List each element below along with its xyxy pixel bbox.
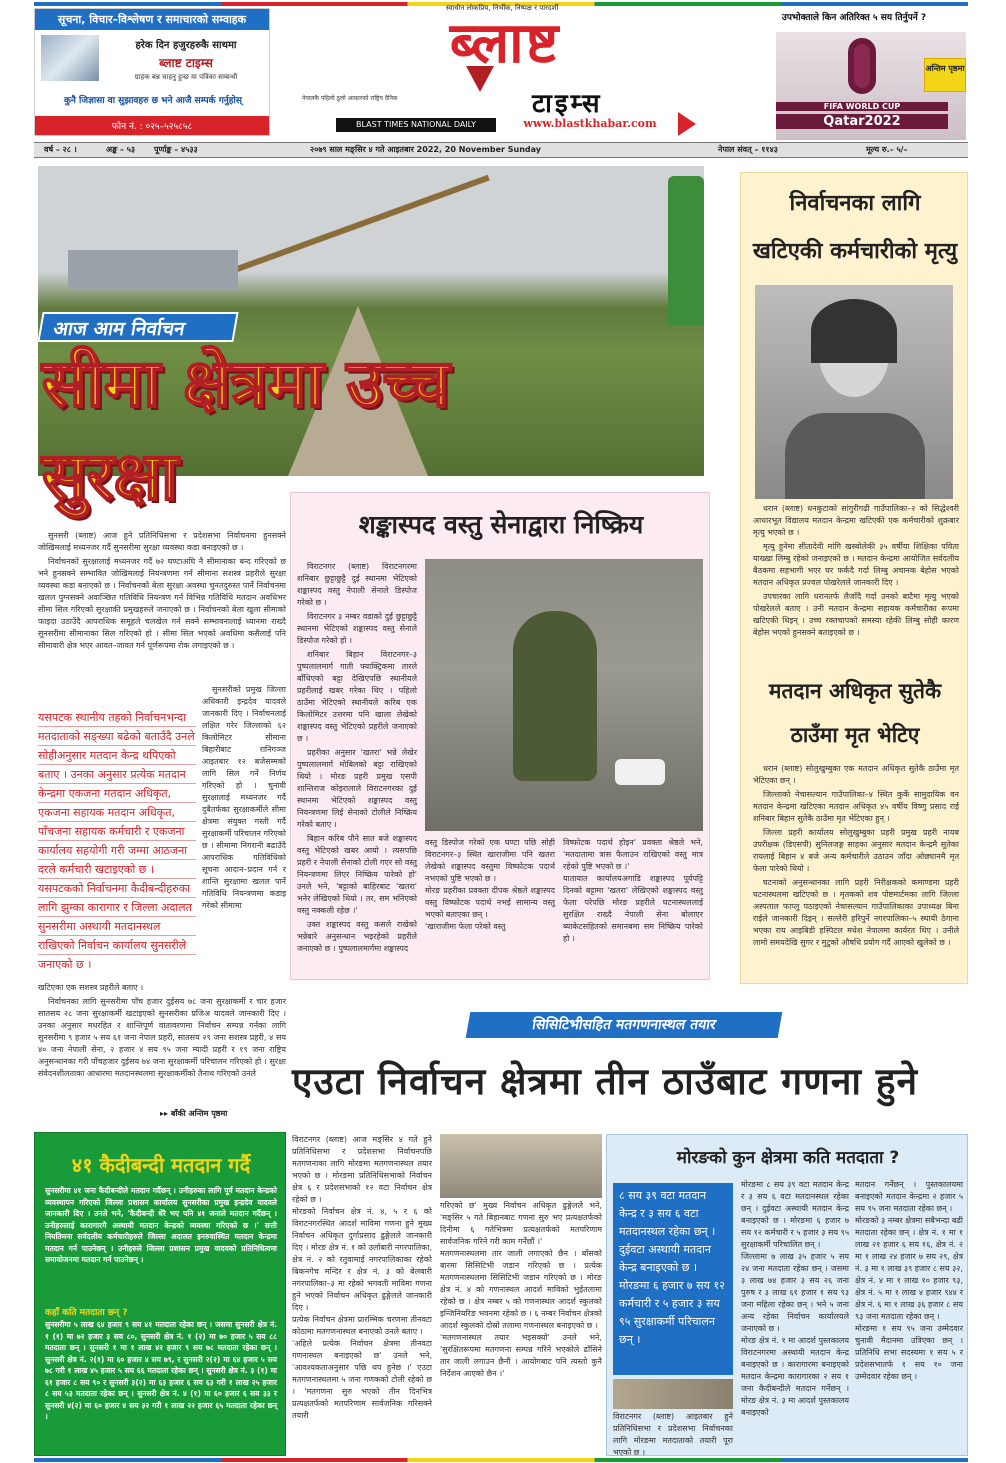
worldcup-teaser[interactable] xyxy=(740,10,968,140)
issue-total: पूर्णाङ्क – ४५३३ xyxy=(154,145,198,154)
officer-body xyxy=(753,763,959,977)
voters-col-a: मोरङमा ८ सय ३९ वटा मतदान केन्द्र र ३ सय ६ वटा मतदानस्थल रहेका छन् । दुईवटा अस्थायी मतदान केन्द्र बनाइएको छ । मोरङमा ६ हजार ७ सय १२ कर्मचारी र ५ हजार ३ सय ९५ सुरक्षाकर्मी परिचालित छन् । जिल्लामा ७ लाख ३५ हजार ५ सय २४ जना मतदाता रहेका छन् । जसमा ३ लाख ७४ हजार ३ सय २६ जना पुरुष र ३ लाख ६१ हजार १ सय ९३ जना महिला रहेका छन् । भने ५ जना अन्य रहेका निर्वाचन कार्यालयले जनाएको छ । मोरङ क्षेत्र नं. १ मा आदर्श पुस्तकालय विराटनगरमा अस्थायी मतदान केन्द्र बनाइएको छ । कारागारमा बनाइएको मतदान केन्द्रमा कारागारका २ सय १ जना कैदीबन्दीले मतदान गर्नेछन् । मोरङ क्षेत्र नं. ३ मा आदर्श पुस्तकालय बनाइएको xyxy=(741,1180,849,1417)
bomb-p3: शनिबार बिहान विराटनगर–३ पुष्पलालमार्ग गाती फ्याक्ट्रिकमा तारले बाँधिएको बट्टा देखिएपछि स्थानीयले प्रहरीलाई खबर गरेका थिए । पहिलो ठाउँमा भेटिएको स्थानीयले करिब एक किलोमिटर उत्तरमा पनि खाला लेखेको शङ्कास्पद वस्तु भेटिएको प्रहरीले जनाएको छ । xyxy=(297,650,417,743)
prisoners-subhead: कहाँ कति मतदाता छन् ? xyxy=(45,1308,128,1318)
teaser-question: उपभोक्ताले किन अतिरिक्त ५ सय तिर्नुपर्ने ? xyxy=(781,13,927,23)
lead-continued-label: बाँकी अन्तिम पृष्ठमा xyxy=(170,1109,228,1118)
ad-line-2: हरेक दिन हजुरहरुकै साथमा xyxy=(135,40,237,51)
bottom-color-strip xyxy=(34,1458,968,1462)
bomb-p4: प्रहरीका अनुसार 'खतरा' भन्ने लेखेर पुष्पलालमार्ग मोबिलको बट्टा राखिएको थियो । मोरङ प्रहरी प्रमुख एसपी शान्तिराज कोइरालाले विराटनगरका दुई स्थानमा भेटिएको शङ्कास्पद वस्तु नियन्त्रणमा लिई सेनाको टोलीले निष्क्रिय गरेको बताए । xyxy=(297,748,417,829)
bomb-p6: उक्त शङ्कास्पद वस्तु कसले राखेको भन्नेबारे अनुसन्धान भइरहेको प्रहरीले जनाएको छ । पुष्पलालमार्गमा शङ्कास्पद xyxy=(297,920,417,953)
bomb-suit-figure xyxy=(513,611,597,781)
worldcup-logo-line1: FIFA WORLD CUP xyxy=(776,102,948,111)
officer-p2: जिल्लाको नेचासल्यान गाउँपालिका–४ स्थित कुर्के सामुदायिक वन मतदान केन्द्रमा खटिएका मतदान अधिकृत ४५ वर्षीय विष्णु प्रसाद राई शनिबार बिहान सुतेकै ठाउँमा मृत भेटिएका हुन् । xyxy=(753,790,959,823)
counting-photo xyxy=(440,1134,602,1198)
bomb-photo xyxy=(425,559,703,831)
masthead-logo: ब्लाष्ट xyxy=(449,10,561,76)
ad-line-4: ग्राहक बन्न चाहनु हुन्छ या पत्रिका सम्बन्धी xyxy=(134,73,238,81)
daily-label: BLAST TIMES NATIONAL DAILY xyxy=(336,118,496,132)
bomb-col-2: वस्तु डिस्पोज गरेको एक घण्टा पछि सोही विराटनगर–३ स्थित खाराजीमा पनि खतरा लेखेको शङ्कास्पद वस्तुमा विष्फोटक पदार्थ नभएको पुष्टि भएको छ । मोरङ प्रहरीका प्रवक्ता दीपक श्रेष्ठले शङ्कास्पद वस्तु विष्फोटक पदार्थ नभई सामान्य वस्तु भएको बताएका छन् । 'खाराजीमा फेला परेको वस्तु xyxy=(425,838,555,931)
voters-title: मोरङको कुन क्षेत्रमा कति मतदाता ? xyxy=(676,1148,900,1168)
officer-p3: जिल्ला प्रहरी कार्यालय सोलुखुम्बुका प्रहरी प्रमुख प्रहरी नायब उपरीक्षक (डिएसपी) सुनिलजङ्ग साहका अनुसार मतदान केन्द्रमै सुतेका रायलाई बिहान ४ बजे अन्य कर्मचारीले उठाउन जाँदा ओछ्यानमै मृत फेला पारेको थियो । xyxy=(753,828,959,873)
distant-buildings xyxy=(68,250,238,290)
masthead xyxy=(282,4,722,138)
bomb-story xyxy=(290,492,710,980)
staff-portrait xyxy=(755,285,953,499)
bomb-p1: विराटनगर (ब्लाष्ट) विराटनगरमा शनिबार छुट्टाछुट्टै दुई स्थानमा भेटिएको शङ्कास्पद वस्तु नेपाली सेनाले डिस्पोज गरेको छ । xyxy=(297,562,417,607)
lead-body-intro xyxy=(38,530,286,680)
voters-photo xyxy=(613,1379,733,1409)
lead-paragraph-2: निर्वाचनको सुरक्षालाई मध्यनजर गर्दै ७२ घण्टाअघि नै सीमानाका बन्द गरिएको छ भने हुनसक्ने सम्भावित जोखिमलाई नियन्त्रणमा गर्न सीमाना सशस्त्र प्रहरीले सुरक्षा व्यवस्था कडा बनाएको छ । निर्वाचनको बेला सुरक्षा अवस्था चुनतदुरुस्त पार्ने निर्वाचनमा खलल पुग्नसक्ने अवाञ्छित गतिविधि नियन्त्रण गर्न विभिन्न गतिविधि मतदान अवधिभर सीमा सिल गरिएको सुरक्षाकी प्रमुखहरुले जनाएको छ । निर्वाचनको बेला खुला सीमाको फाइदा उठाउँदै आपराधिक समूहले चलखेल गर्न सक्ने सम्भावनालाई ध्यानमा राख्दै सुनसरीमा सीमानाका सिल गरिएको हो । सीमा सिल भएको अवधिमा कसैलाई पनि सीमावारी क्षेत्र भएर आवत–जावत गर्न पूर्णरूपमा रोक लगाइएको छ । xyxy=(38,557,286,650)
counting-kicker: सिसिटिभीसहित मतगणनास्थल तयार xyxy=(466,1012,783,1038)
website-link[interactable]: www.blastkhabar.com xyxy=(523,117,657,130)
bomb-col-3: विष्फोटक पदार्थ होइन' प्रवक्ता श्रेष्ठले भने, 'मतदातामा त्रास फैलाउन राखिएको वस्तु मात्र रहेको पुष्टि भएको छ ।' यातायात कार्यालयअगाडि शङ्कास्पद पूर्वपट्टि दिनको बट्टामा 'खतरा' लेखिएको शङ्कास्पद वस्तु फेला परेपछि मोरङ प्रहरीले घटनास्थललाई सुरक्षित राख्दै नेपाली सेना बोलाएर ब्याकेटसहितको समानबमा सम निष्क्रिय पारेको हो । xyxy=(563,838,703,943)
counting-col-1: विराटनगर (ब्लाष्ट) आज मङ्सिर ४ गते हुने प्रतिनिधिसभा र प्रदेशसभा निर्वाचनपछि मतगणनाका लागि मोरङमा मतगणनास्थल तयार भएको छ । मोरङमा प्रतिनिधिसभाको निर्वाचन क्षेत्र ६ र प्रदेशसभाको १२ वटा निर्वाचन क्षेत्र रहेको छ । मोरङको निर्वाचन क्षेत्र नं. ४, ५ र ६ को विराटनगरस्थित आदर्श माविमा गणना हुने मुख्य निर्वाचन अधिकृत दुर्गाप्रसाद ढुङ्गेलले जानकारी दिए । मोरङ क्षेत्र नं. १ को उर्लाबारी नगरपालिका, क्षेत्र नं. २ को रतुवामाई नगरपालिकाका रहेको बिकनगेच मन्दिर र क्षेत्र नं. ३ को बेलबारी नगरपालिका–३ मा रहेको भगवती माविमा गणना हुने भएको निर्वाचन अधिकृत ढुङ्गेलले जानकारी दिए । प्रत्येक निर्वाचन क्षेत्रमा प्रारम्भिक चरणमा तीनवटा कोठामा मतगणनास्थल बनाएको उनले बताए । 'अहिले प्रत्येक निर्वाचन क्षेत्रमा तीनवटा गणनास्थल बनाइएको छ' उनले भने, 'आवश्यकताअनुसार पछि थप हुनेछ ।' एउटा मतगणनास्थलमा ५ जना गणकको टोली रहेको छ । 'मतगणना सुरु भएको तीन दिनभित्र प्रत्यक्षतर्फको मतपरिणाम सार्वजनिक गरिसक्ने तयारी xyxy=(292,1135,432,1420)
bomb-p5: बिहान करिब पौने सात बजे शङ्कास्पद वस्तु भेटिएको खबर आयो । त्यसपछि प्रहरी र नेपाली सेनाको टोली गएर सो वस्तु नियन्त्रणमा लिएर निष्क्रिय पारेको हो' उनले भने, 'बट्टाको बाहिरबाट 'खतरा' भनेर लेखिएको थियो । तर, सम भनिएको वस्तु नक्कली रहेछ ।' xyxy=(297,834,417,915)
ad-line-5: कुनै जिज्ञासा वा सुझावहरु छ भने आजै सम्पर्क गर्नुहोस् xyxy=(64,96,242,106)
staff-death-p1: धरान (ब्लाष्ट) धनकुटाको सांगुरीगढी गाउँपालिका–२ को सिद्धेश्वरी आधारभूत विद्यालय मतदान केन्द्रमा खटिएकी एक कर्मचारीको शुक्रबार मृत्यु भएको छ । xyxy=(753,504,959,537)
prisoners-body: सुनसरीमा ४१ जना कैदीबन्दीले मतदान गर्दैछन् । उनीहरुका लागि पूर्व मतदान केन्द्रको व्यवस्थापन गरिएको जिल्ला प्रशासन कार्यालय सुनसरीका प्रमुख इन्द्रदेव यादवले जानकारी दिए । उनले भने, 'कैदीबन्दी धेरै भए पनि ४१ जनाले मतदान गर्दैछन् । उनीहरुलाई कारागारमै अस्थायी मतदान केन्द्रको व्यवस्था गरिएको छ ।' सत्ती नियतिमना सर्वदलीय कर्मचारीहरुले जिल्ला अदालत इनरुवास्थित मतदान केन्द्रमा मतदान गर्न पाउनेछन् । उनीहरुले जिल्ला प्रशासन प्रमुख यादवको प्रतिनिधित्वमा समायोजनमा मतदान गर्न पाउनेछन् । xyxy=(45,1186,277,1264)
officer-p4: घटनाको अनुसन्धानका लागि प्रहरी निरीक्षकको कमाण्डमा प्रहरी घटनास्थलमा खटिएको छ । मृतकको शव पोष्टमार्टमका लागि जिल्ला अस्पताल फाप्लु पठाइएको नेचासल्यान गाउँपालिकाका उपाध्यक्ष बिना राईले जानकारी दिइन् । सल्लेरी हरिपुर्ने नगरपालिका–५ स्थायी ठेगाना भएका राय आइबिडी हस्पिटल मधेश नेपालमा कार्यरत थिए । उनीले लामो समयदेखि सुगर र मुटुको औषधि प्रयोग गर्दै आएको खुलेको छ । xyxy=(753,878,959,947)
ad-photo-strip xyxy=(41,35,99,81)
lead-pull-quote: यसपटक स्थानीय तहको निर्वाचनभन्दा मतदाताको सङ्ख्या बढेको बताउँदै उनले सोहीअनुसार मतदान केन्द्र थपिएको बताए । उनका अनुसार प्रत्येक मतदान केन्द्रमा एकजना मतदान अधिकृत, एकजना सहायक मतदान अधिकृत, पाँचजना सहायक कर्मचारी र एकजना कार्यालय सहयोगी गरी जम्मा आठजना दरले कर्मचारी खटाइएको छ । यसपटकको निर्वाचनमा कैदीबन्दीहरुका लागि झुम्का कारागार र जिल्ला अदालत सुनसरीमा अस्थायी मतदानस्थल राखिएको निर्वाचन कार्यालय सुनसरीले जनाएको छ । xyxy=(38,708,196,958)
counting-col-2: गरिएको छ' मुख्य निर्वाचन अधिकृत ढुङ्गेलले भने, 'मङ्सिर ५ गते बिहानबाट गणना सुरु भए प्रत्यक्षतर्फको दिनीमा ६ गतेभित्रमा प्रत्यक्षतर्फको मतपरिणाम सार्वजनिक गरिने गरी काम गर्नेछौं ।' मतगणनास्थलमा तार जाली लगाएको छैन । बाँसको बारमा सिसिटिभी जडान गरिएको छ । प्रत्येक मतगणनास्थलमा सिसिटिभी जडान गरिएको छ । मोरङ क्षेत्र नं. ४ को गणनास्थल आदर्श माविको भुईतलामा रहेको छ । क्षेत्र नम्बर ५ को गणनास्थल आदर्श स्कुलको इन्जिनियरिङ भवनमा रहेको छ । ६ नम्बर निर्वाचन क्षेत्रको आदर्श स्कुलको दोस्रो तलामा गणनास्थल बनाइएको छ । 'मतगणनास्थल तयार भइसक्यो' उनले भने, 'सुरक्षितरूपमा मतगणना सम्पन्न गरिने भएकोले ढाँसिने तार जाली लगाउन छैनौं । आयोगबाट पनि त्यस्तो कुनै निर्देशन आएको छैन ।' xyxy=(440,1201,602,1378)
bomb-object xyxy=(615,759,665,785)
tagline: स्वाधीन लोकप्रिय, निर्भीक, निष्पक्ष र पारदर्शी xyxy=(445,4,559,12)
portrait-body xyxy=(785,413,925,499)
worldcup-trophy-icon xyxy=(848,38,876,94)
ad-headline: सूचना, विचार–विश्लेषण र समाचारको सम्वाहक xyxy=(35,9,269,30)
lead-body-bottom xyxy=(38,982,286,1098)
staff-death-headline-1: निर्वाचनका लागि xyxy=(789,191,921,216)
officer-p1: धरान (ब्लाष्ट) सोलुखुम्बुका एक मतदान अधिकृत सुतेकै ठाउँमा मृत भेटिएका छन् । xyxy=(753,764,959,785)
logo-pen-nib-icon xyxy=(466,66,494,92)
issue-date: २०७९ साल मङ्सिर ४ गते आइतबार 2022, 20 November Sunday xyxy=(310,145,541,154)
bomb-headline: शङ्कास्पद वस्तु सेनाद्वारा निष्क्रिय xyxy=(358,510,644,539)
prisoners-figures: सुनसरीमा ५ लाख ६४ हजार ९ सय ४१ मतदाता रहेका छन् । जसमा सुनसरी क्षेत्र नं. १ (१) मा ७२ हजार ३ सय ८०, सुनसरी क्षेत्र नं. १ (२) मा ७० हजार ५ सय ८८ मतदाता छन् । सुनसरी १ मा १ लाख ४२ हजार ९ सय ७८ मतदाता रहेका छन् । सुनसरी क्षेत्र नं. २(१) मा ६० हजार ४ सय ७९, र सुनसरी २(२) मा ६४ हजार ५ सय ७८ गरी १ लाख ४५ हजार ५ सय ६६ मतदाता रहेका छन् । सुनसरी क्षेत्र नं. ३ (१) मा ६१ हजार ८ सय ९० र सुनसरी ३(२) मा ६३ हजार ६ सय ६३ गरी १ लाख २५ हजार ८ सय ५३ मतदाता रहेका छन् । सुनसरी क्षेत्र नं. ४ (१) मा ६० हजार ६ सय ३३ र सुनसरी ४(२) मा ६० हजार ४ सय ३२ गरी १ लाख २२ हजार ६५ मतदाता रहेका छन् । xyxy=(45,1320,277,1421)
ad-phone: फोन नं. : ०२५–५२५८५८ xyxy=(35,116,269,135)
staff-death-headline-2: खटिएकी कर्मचारीको मृत्यु xyxy=(752,239,958,264)
voters-photo-caption: विराटनगर (ब्लाष्ट) आइतबार हुने प्रतिनिधिसभा र प्रदेशसभा निर्वाचनका लागि मोरङमा मतदाताको तयारी पूरा भएको छ । xyxy=(613,1412,733,1457)
masthead-red-arrow xyxy=(678,112,696,136)
lead-continued: ▸▸ बाँकी अन्तिम पृष्ठमा xyxy=(160,1109,228,1118)
counting-headline: एउटा निर्वाचन क्षेत्रमा तीन ठाउँबाट गणना हुने xyxy=(292,1060,919,1103)
portrait-hair xyxy=(811,299,897,363)
prisoners-box xyxy=(34,1132,286,1456)
officer-headline-1: मतदान अधिकृत सुतेकै xyxy=(768,679,942,703)
worldcup-logo-line2: Qatar2022 xyxy=(776,114,948,129)
lead-body-narrow xyxy=(202,684,286,978)
masthead-slogan: नेपालकै पहिलो ठूलो आकारको राष्ट्रिय दैनिक xyxy=(302,95,398,102)
bomb-p2: विराटनगर ३ नम्बर वडाको दुई छुट्टाछुट्टै स्थानमा भेटिएको शङ्कास्पद वस्तु सेनाले डिस्पोज गरेको हो । xyxy=(297,612,417,645)
staff-death-p3: उपचारका लागि धरानतर्फ लैजाँदै गर्दा उनको बाटैमा मृत्यु भएको पोखरेलले बताए । उनी मतदान केन्द्रमा सहायक कर्मचारीका रूपमा खटिएकी थिइन् । उच्च रक्तचापको समस्या रहेकी लिम्बु सोही कारण बेहोस भएको हुनसक्ने बताइएको छ । xyxy=(753,592,959,637)
water-tank xyxy=(668,176,704,326)
issue-year: वर्ष – २८ । xyxy=(44,145,77,154)
voters-box xyxy=(606,1134,968,1456)
lead-paragraph-3: सुनसरीको प्रमुख जिल्ला अधिकारी इन्द्रदेव यादवले जानकारी दिए । निर्वाचनलाई लक्षित गरेर जिल्लाको ६२ किलोमिटर सीमाना बिहारीबाट रानिगञ्ज आइतबार १२ बजेसम्मको लागि सिल गर्ने निर्णय गरिएको हो । चुनावी सुरक्षालाई मध्यनजर गर्दै दुबैतर्फका सुरक्षाकर्मीले सीमा क्षेत्रमा संयुक्त गस्ती गर्दै सुरक्षाकर्मी परिचालन गरिएको छ । सीमामा निगरानी बढाउँदै आपराधिक गतिविधिको सूचना आदान–प्रदान गर्न र शान्ति सुरक्षामा खलल पार्ने गतिविधि नियन्त्रणमा कडाइ गरेको सीमामा xyxy=(202,685,286,910)
teaser-badge: अन्तिम पृष्ठमा xyxy=(924,58,966,92)
issue-number: अङ्क – ५३ xyxy=(106,145,136,154)
staff-death-story xyxy=(740,172,968,984)
ad-brand: ब्लाष्ट टाइम्स xyxy=(159,56,213,70)
subscription-ad xyxy=(34,8,270,136)
officer-headline-2: ठाउँमा मृत भेटिए xyxy=(790,723,920,747)
prisoners-headline: ४१ कैदीबन्दी मतदान गर्दै xyxy=(71,1153,251,1177)
bomb-col-1 xyxy=(297,561,417,973)
issue-info-bar xyxy=(34,142,968,158)
lead-paragraph-4: खटिएका एक सशस्त्र प्रहरीले बताए । xyxy=(38,983,144,992)
lead-headline-line1: सीमा क्षेत्रमा उच्च xyxy=(42,345,450,422)
lead-headline-line2: सुरक्षा xyxy=(42,438,179,515)
lead-paragraph-5: निर्वाचनका लागि सुनसरीमा पाँच हजार दुईसय ७८ जना सुरक्षाकर्मी र चार हजार सातसय २८ जना सुरक्षाकर्मी खटाइएको सुनसरीका प्रजिअ यादवले जानकारी दिए । उनका अनुसार मधरहित र शान्तिपूर्ण वातावरणमा निर्वाचन सम्पन्न गर्नका लागि सुनसरीमा ९ हजार ५ सय ६१ जना नेपाल प्रहरी, सातसय २९ जना सशस्त्र प्रहरी, ४ सय ४० जना नेपाली सेना, २ हजार ४ सय ९५ जना म्यादी प्रहरी र १९ जना राष्ट्रिय अनुसन्धानका गरी पाँचहजार दुईसय ७४ जना सुरक्षाकर्मी परिचालन गरिएको हो । सुरक्षा संवेदनशीलताका आधारमा मतदानस्थलमा सुरक्षाकर्मीको तैनाथ गरिएको उनले xyxy=(38,997,286,1078)
voters-pull-quote: ८ सय ३९ वटा मतदान केन्द्र र ३ सय ६ वटा मतदानस्थल रहेका छन् । दुईवटा अस्थायी मतदान केन्द्र बनाइएको छ । मोरङमा ६ हजार ७ सय १२ कर्मचारी र ५ हजार ३ सय ९५ सुरक्षाकर्मी परिचालन छन् । xyxy=(613,1183,733,1375)
nepal-samvat: नेपाल संवत् – ११४३ xyxy=(718,145,778,154)
lead-paragraph-1: सुनसरी (ब्लाष्ट) आज हुने प्रतिनिधिसभा र प्रदेशसभा निर्वाचनमा हुनसक्ने जोखिमलाई मध्यनजर गर्दै सुनसरीमा सुरक्षा व्यवस्था कडा बनाइएको छ । xyxy=(38,531,286,552)
masthead-logo-sub: टाइम्स xyxy=(532,89,603,119)
lead-kicker: आज आम निर्वाचन xyxy=(37,312,238,342)
voters-col-b: मतदान गर्नेछन् । पुस्तकालयमा बनाइएको मतदान केन्द्रमा २ हजार ५ सय ९५ जना मतदाता रहेका छन् । मोरङको ३ नम्बर क्षेत्रमा सबैभन्दा बढी मतदाता रहेका छन् । क्षेत्र नं. १ मा १ लाख २१ हजार ६ सय १६, क्षेत्र नं. २ मा १ लाख २४ हजार ७ सय २९, क्षेत्र नं. ३ मा १ लाख ३९ हजार ८ सय ३२, क्षेत्र नं. ४ मा १ लाख १० हजार ९३, क्षेत्र नं. ५ मा १ लाख ४ हजार ९४४ र क्षेत्र नं. ६ मा १ लाख ३६ हजार ८ सय ९३ जना मतदाता रहेका छन् । मोरङमा १ सय ९५ जना उम्मेदवार चुनावी मैदानमा उत्रिएका छन् । प्रतिनिधि सभा सदस्यमा १ सय ५ र प्रदेशसभातर्फ १ सय १० जना उम्मेदवार रहेका छन् । xyxy=(855,1180,964,1381)
staff-death-p2: मृत्यु हुनेमा सीतादेवी मांगि खस्बोलेकी ३५ वर्षीया शिक्षिका पविता याख्खा लिम्बु रहेको जनाइएको छ । मतदान केन्द्रमा आयोजित सर्वदलीय बैठकमा सहभागी भएर घर फर्कदै गर्दा लिम्बु अचानक बेहोस भएको मतदान अधिकृत प्रज्वल पोखरेलले जानकारी दिए । xyxy=(753,542,959,587)
staff-death-body xyxy=(753,503,959,673)
issue-price: मूल्य रु.– ५/– xyxy=(866,145,908,154)
